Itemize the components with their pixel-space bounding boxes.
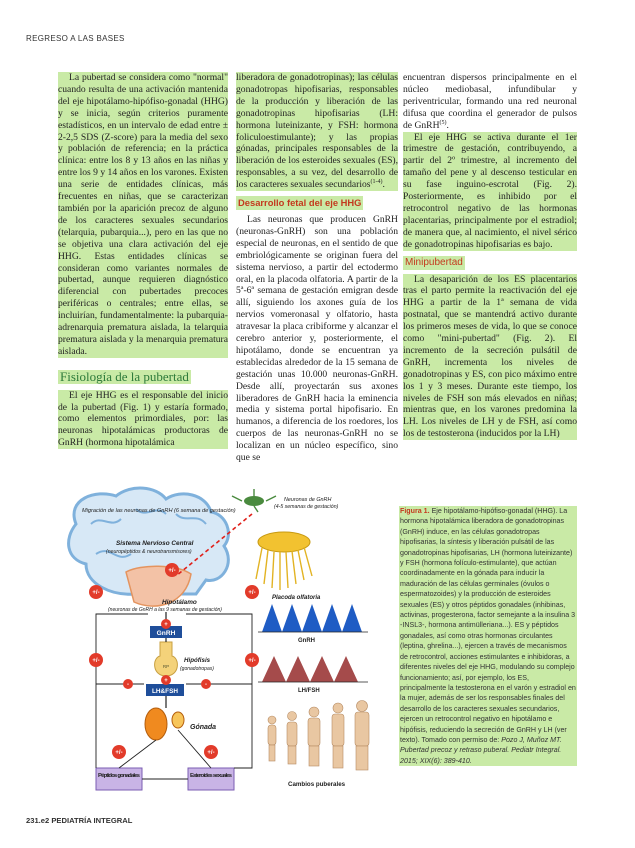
figure-caption (399, 506, 577, 766)
badge-label: +/- (248, 658, 256, 664)
badge-label: - (127, 682, 129, 688)
badge-label: +/- (207, 750, 215, 756)
text-column-3 (403, 72, 577, 440)
gnrh-box-label: GnRH (156, 630, 176, 637)
badge-label: +/- (248, 590, 256, 596)
badge-label: + (164, 622, 168, 628)
section-heading-desarrollo-fetal: Desarrollo fetal del eje HHG (238, 197, 362, 209)
peptidos-label: Péptidos gonadales (98, 773, 140, 779)
hipofisis-sub: (gonadotropas) (180, 666, 214, 672)
badge-label: - (205, 682, 207, 688)
section-heading-minipubertad: Minipubertad (405, 256, 463, 268)
badge-label: + (164, 678, 168, 684)
paragraph: liberadora de gonadotropinas); las células gonadotropas hipofisarias, responsables de la producción y liberación de las gonadotropinas hipofisarias (LH: hormona luteinizante, y FSH: hormona foliculoestimulante); y las propias gónadas, principales responsables de la liberación de los esteroides sexuales (ES), responsables, a su vez, del desarrollo de los caracteres sexuales secundarios$^{(1-4)}$. (236, 72, 398, 191)
paragraph: El eje HHG es el responsable del inicio de la pubertad (Fig. 1) y estaría formado, como elementos primordiales, por: las neuronas hipotalámicas productoras de GnRH (hormona hipotalámica (58, 389, 228, 449)
badge-label: +/- (92, 590, 100, 596)
paragraph-text: encuentran dispersos principalmente en el núcleo mediobasal, infundibular y periventricular, formando una red neuronal difusa que coordina el generador de pulsos de GnRH (403, 72, 577, 131)
section-heading-fisiologia: Fisiología de la pubertad (60, 368, 189, 384)
text-column-1 (58, 72, 228, 449)
caption-label: Figura 1. (400, 507, 430, 515)
hipofisis-title: Hipófisis (184, 657, 211, 664)
paragraph: La desaparición de los ES placentarios tras el parto permite la reactivación del eje HHG a partir de la 1ª semana de vida postnatal, que se mantendrá activo durante los primeros meses de vida, lo que se conoce como "mini-pubertad" (Fig. 2). El incremento de la secreción pulsátil de GnRH, incrementa los niveles de gonadotropinas y ES, con pico máximo entre los 1 y 3 meses. Durante este tiempo, los niveles de FSH son más elevados en niñas; mientras que, en los varones predomina la LH. Los niveles de LH y de FSH, así como los de testosterona (inducidos por la LH) (403, 273, 577, 440)
esteroides-label: Esteroides sexuales (190, 773, 232, 779)
lhfsh-pulse-chart (258, 656, 368, 682)
neurons-subtitle: (4-5 semanas de gestación) (274, 504, 339, 510)
gnrh-neuron-icon (232, 489, 276, 512)
lhfsh-chart-label: LH/FSH (298, 688, 320, 694)
reference: (1-4) (370, 178, 383, 185)
placoda-label: Placoda olfatoria (272, 595, 321, 601)
placoda-olfatoria-icon (256, 532, 312, 590)
cns-subtitle: (neuropéptidos & neurotransmisores) (106, 549, 192, 555)
text-column-2 (236, 72, 398, 464)
journal-name: PEDIATRÍA INTEGRAL (51, 816, 133, 825)
migration-label (82, 508, 236, 514)
gnrh-chart-label: GnRH (298, 638, 315, 644)
paragraph: encuentran dispersos principalmente en el núcleo mediobasal, infundibular y periventricular, formando una red neuronal difusa que coordina el generador de pulsos de GnRH$^{(5)}$. (403, 72, 577, 131)
badge-label: +/- (168, 568, 176, 574)
gonada-label: Gónada (190, 724, 217, 731)
pituitary-rp-label: RP (162, 664, 170, 669)
figure-hhg-axis (56, 484, 392, 814)
caption-text: Eje hipotálamo-hipófiso-gonadal (HHG). La hormona hipotalámica liberadora de gonadotropinas (GnRH) induce, en las células gonadotropas hipofisarias, la síntesis y liberación pulsátil de las gonadotropinas hipofisarias, LH (hormona luteinizante) y FSH (hormona folículo-estimulante), que actúan coordinadamente en la gónada para inducir la maduración de las células germinales (óvulos o espermatozoides) y la producción de esteroides sexuales (ES) y otros péptidos gonadales (inhibinas, activinas, progesterona, factor semejante a la insulina 3 -INSL3-, hormona antimülleriana...). ES y péptidos gonadales, así como otras hormonas circulantes (leptina, ghrelina...), ejercen a través de mecanismos de retrocontrol, acciones estimulantes e inhibidoras, a diferentes niveles del eje HHG, modulando su complejo funcionamiento; así, por ejemplo, los ES, principalmente la testosterona en el varón y estradiol en la mujer, además de ser los responsables finales del desarrollo de los caracteres sexuales secundarios, ejercen un retrocontrol negativo en hipotálamo e hipófisis, reduciendo la secreción de GnRH y LH (ver texto). Tomado con permiso de: (400, 507, 576, 744)
cambios-label: Cambios puberales (288, 781, 346, 788)
paragraph: La pubertad se considera como "normal" cuando resulta de una activación mantenida del eje hipotálamo-hipófiso-gonadal (HHG) y se inicia, según criterios puramente estadísticos, en un intervalo de edad entre ± 2-2,5 SDS (Z-score) para la media del sexo y población de referencia; en la práctica clínica: entre los 8 y 13 años en las niñas y entre los 9 y 14 años en los varones. Existen una serie de entidades clínicas, más frecuentes en niñas, que se caracterizan también por la aparición precoz de alguno de los caracteres sexuales secundarios (telarquia, pubarquia...), pero en las que no se objetiva una clara activación del eje HHG. Estas entidades clínicas se consideran como variantes normales de pubertad, aunque requieren diagnóstico diferencial con pubertades precoces periféricas o centrales; entre ellas, se incluirían, fundamentalmente: la pubarquia-adrenarquia prematura aislada, la telarquia prematura aislada y la menarquia prematura aislada. (58, 72, 228, 357)
hypothalamus-sub: (neuronas de GnRH a las 9 semanas de gestación) (108, 607, 222, 613)
neurons-title: Neuronas de GnRH (284, 497, 332, 503)
paragraph: El eje HHG se activa durante el 1er trimestre de gestación, contribuyendo, a partir del 2º trimestre, al incremento del tamaño del pene y al descenso testicular en su fase inguino-escrotal (Fig. 2). Posteriormente, es inhibido por el retrocontrol negativo de las hormonas placentarias, principalmente por el estradiol; de manera que, al nacimiento, el nivel sérico de gonadotropinas hipofisarias es bajo. (403, 131, 577, 250)
paragraph-text: liberadora de gonadotropinas); las células gonadotropas hipofisarias, responsables de la producción y liberación de las gonadotropinas hipofisarias (LH: hormona luteinizante, y FSH: hormona foliculoestimulante); y las propias gónadas, principales responsables de la liberación de los esteroides sexuales (ES), responsables, a su vez, del desarrollo de los caracteres sexuales secundarios (236, 72, 398, 191)
peptidos-box (96, 768, 142, 790)
page-number: 231.e2 (26, 816, 50, 825)
cns-title: Sistema Nervioso Central (116, 540, 194, 547)
running-header: REGRESO A LAS BASES (26, 34, 125, 43)
migration-label-text: Migración de las neuronas de GnRH (6 semana de gestación) (82, 508, 236, 514)
caption-citation: Pozo J, Muñoz MT. Pubertad precoz y retraso puberal. Pediatr Integral. 2015; XIX(6): 389-410. (400, 735, 562, 765)
lhfsh-box-label: LH&FSH (152, 688, 178, 695)
gonad-icon (145, 708, 184, 740)
badge-label: +/- (115, 750, 123, 756)
paragraph: Las neuronas que producen GnRH (neuronas-GnRH) son una población especial de neuronas, en el sentido de que embriológicamente se originan fuera del sistema nervioso, a partir del ectodermo oral, en la placoda olfatoria. A partir de la 5ª-6ª semana de gestación emigran desde allí, siguiendo los axones guía de los nervios vomeronasal y olfatorio, hasta atravesar la placa cribiforme y alcanzar el cerebro anterior y, posteriormente, el hipotálamo, donde se encuentran ya establecidas alrededor de la 15 semana de gestación unas 10.000 neuronas-GnRH. Desde allí, proyectarán sus axones liberadores de GnRH hacia la eminencia media y sistema portal hipofisario. En humanos, a diferencia de los roedores, los cuerpos de las neuronas-GnRH no se localizan en un núcleo específico, sino que se (236, 213, 398, 464)
esteroides-box (188, 768, 234, 790)
pituitary-icon (155, 642, 178, 676)
badge-label: +/- (92, 658, 100, 664)
page-footer (26, 816, 132, 825)
hypothalamus-title: Hipotálamo (162, 599, 197, 606)
pubertal-changes-figures (268, 701, 369, 771)
reference: (5) (439, 119, 447, 126)
gnrh-pulse-chart (258, 604, 368, 632)
